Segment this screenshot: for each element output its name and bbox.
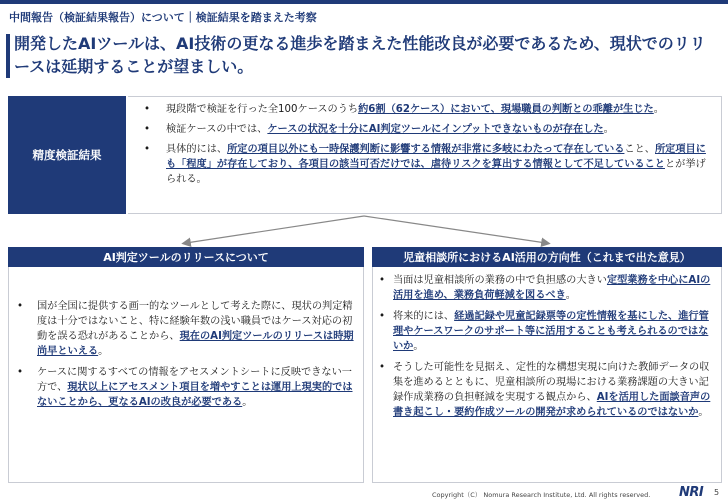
- page-headline: 開発したAIツールは、AI技術の更なる進歩を踏まえた性能改良が必要であるため、現状でのリリースは延期することが望ましい。: [14, 34, 706, 76]
- left-panel-item-1: • 国が全国に提供する画一的なツールとして考えた際に、現状の判定精度は十分ではないこと、特に経験年数の浅い職員ではケース対応の初動を誤る恐れがあることから、現在のAI判定ツールのリリースは時期尚早といえる。: [17, 299, 355, 359]
- results-box: [128, 96, 722, 214]
- results-item-2: • 検証ケースの中では、ケースの状況を十分にAI判定ツールにインプットできないものが存在した。: [142, 122, 711, 137]
- highlight: 約6割（62ケース）において、現場職員の判断との乖離が生じた: [358, 104, 654, 115]
- headline-accent: [6, 34, 10, 78]
- highlight: ケースの状況を十分にAI判定ツールにインプットできないものが存在した: [267, 124, 604, 135]
- arrow-right-line: [364, 216, 546, 243]
- copyright: Copyright（C） Nomura Research Institute, Ltd. All rights reserved.: [432, 491, 651, 499]
- highlight: AIを活用した面談音声の書き起こし・要約作成ツールの開発が求められているのではないか: [393, 392, 711, 418]
- highlight: 経過記録や児童記録票等の定性情報を基にした、進行管理やケースワークのサポート等に活用することも考えられるのではないか: [393, 311, 709, 352]
- top-accent-bar: [0, 0, 728, 4]
- highlight: 所定項目にも「程度」が存在しており、各項目の該当可否だけでは、虐待リスクを算出する情報として不足していること: [166, 144, 706, 170]
- right-panel-title: 児童相談所におけるAI活用の方向性（これまで出た意見）: [372, 247, 722, 267]
- highlight: 現在のAI判定ツールのリリースは時期尚早といえる: [37, 331, 354, 357]
- left-panel-title: AI判定ツールのリリースについて: [8, 247, 364, 267]
- results-item-3: • 具体的には、所定の項目以外にも一時保護判断に影響する情報が非常に多岐にわたって存在していること、所定項目にも「程度」が存在しており、各項目の該当可否だけでは、虐待リスクを算出する情報として不足していることとが挙げられる。: [142, 142, 711, 187]
- right-panel-item-1: • 当面は児童相談所の業務の中で負担感の大きい定型業務を中心にAIの活用を進め、業務負荷軽減を図るべき。: [379, 273, 715, 303]
- right-panel-item-2: • 将来的には、経過記録や児童記録票等の定性情報を基にした、進行管理やケースワークのサポート等に活用することも考えられるのではないか。: [379, 309, 715, 354]
- left-panel-item-2: • ケースに関するすべての情報をアセスメントシートに反映できない一方で、現状以上にアセスメント項目を増やすことは運用上現実的ではないことから、更なるAIの改良が必要である。: [17, 365, 355, 410]
- highlight: 所定の項目以外にも一時保護判断に影響する情報が非常に多岐にわたって存在している: [227, 144, 625, 155]
- right-panel-body: [372, 267, 722, 483]
- nri-logo: NRI: [679, 485, 704, 500]
- section-subtitle: 中間報告（検証結果報告）について｜検証結果を踏まえた考察: [9, 11, 317, 24]
- highlight: 現状以上にアセスメント項目を増やすことは運用上現実的ではないことから、更なるAIの改良が必要である: [37, 382, 353, 408]
- left-panel-body: [8, 267, 364, 483]
- results-item-1: • 現段階で検証を行った全100ケースのうち約6割（62ケース）において、現場職員の判断との乖離が生じた。: [142, 102, 711, 117]
- highlight: 定型業務を中心にAIの活用を進め、業務負荷軽減を図るべき: [393, 275, 711, 301]
- page-number: 5: [714, 488, 720, 497]
- right-panel-item-3: • そうした可能性を見据え、定性的な構想実現に向けた教師データの収集を進めるとともに、児童相談所の現場における業務課題の大きい記録作成業務の負担軽減を実現する観点から、AIを活用した面談音声の書き起こし・要約作成ツールの開発が求められているのではないか。: [379, 360, 715, 420]
- arrow-left-line: [186, 216, 364, 243]
- branch-arrows: [0, 214, 728, 248]
- results-label: 精度検証結果: [8, 96, 126, 214]
